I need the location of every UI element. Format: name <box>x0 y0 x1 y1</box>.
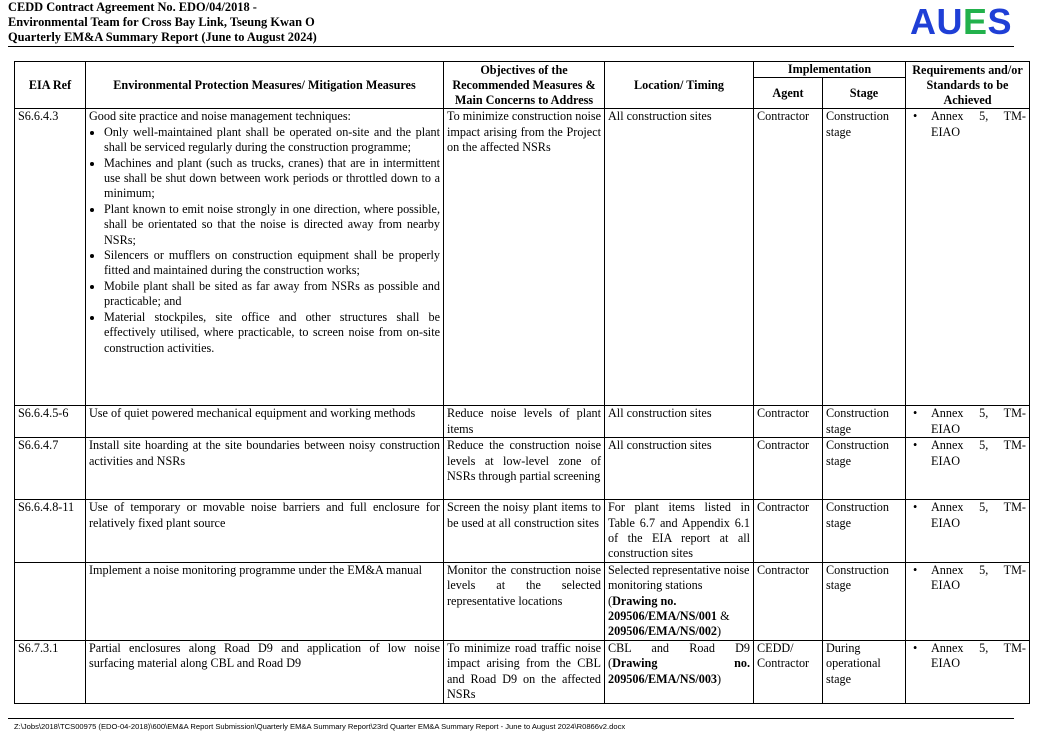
objective-cell: Reduce the construction noise levels at low-level zone of NSRs through partial screening <box>444 438 605 500</box>
mitigation-measures-table <box>14 61 1030 704</box>
footer-file-path: Z:\Jobs\2018\TCS00975 (EDO-04-2018)\600\EM&A Report Submission\Quarterly EM&A Summary Report\23rd Quarter EM&A Summary Report - June to August 2024\R0866v2.docx <box>14 722 626 731</box>
footer-divider <box>8 718 1014 719</box>
agent-cell: Contractor <box>754 500 823 563</box>
agent-cell: Contractor <box>754 562 823 640</box>
list-item: • Plant known to emit noise strongly in one direction, where possible, shall be orientated so that the noise is directed away from nearby NSRs; <box>104 202 440 248</box>
table-row <box>15 500 1030 563</box>
requirement-cell: • Annex 5, TM-EIAO <box>906 438 1030 500</box>
stage-cell: During operational stage <box>823 640 906 703</box>
objective-cell: Monitor the construction noise levels at the selected representative locations <box>444 562 605 640</box>
measure-bullet-list <box>89 125 440 356</box>
table-row <box>15 640 1030 703</box>
table-row <box>15 109 1030 406</box>
header-measures: Environmental Protection Measures/ Mitigation Measures <box>86 62 444 109</box>
header-objectives: Objectives of the Recommended Measures & Main Concerns to Address <box>444 62 605 109</box>
report-title-line: Quarterly EM&A Summary Report (June to August 2024) <box>8 30 317 44</box>
measure-cell: Use of quiet powered mechanical equipment and working methods <box>86 406 444 438</box>
requirement-cell: • Annex 5, TM-EIAO <box>906 109 1030 406</box>
eia-ref-cell: S6.6.4.5-6 <box>15 406 86 438</box>
objective-cell: Reduce noise levels of plant items <box>444 406 605 438</box>
location-cell: For plant items listed in Table 6.7 and Appendix 6.1 of the EIA report at all construction sites <box>605 500 754 563</box>
agent-cell: Contractor <box>754 109 823 406</box>
location-cell: CBL and Road D9 (Drawing no. 209506/EMA/NS/003) <box>605 640 754 703</box>
table-row <box>15 562 1030 640</box>
aues-logo: AUES <box>909 1 1012 42</box>
eia-ref-cell: S6.7.3.1 <box>15 640 86 703</box>
header-stage: Stage <box>823 78 906 109</box>
agent-cell: Contractor <box>754 438 823 500</box>
table-row <box>15 406 1030 438</box>
measure-cell: Partial enclosures along Road D9 and application of low noise surfacing material along CBL and Road D9 <box>86 640 444 703</box>
eia-ref-cell <box>15 562 86 640</box>
location-cell: All construction sites <box>605 406 754 438</box>
list-item: • Silencers or mufflers on construction equipment shall be properly fitted and maintained during the construction works; <box>104 248 440 279</box>
requirement-cell: • Annex 5, TM-EIAO <box>906 562 1030 640</box>
header-requirements: Requirements and/or Standards to be Achieved <box>906 62 1030 109</box>
list-item: • Material stockpiles, site office and other structures shall be effectively utilised, where practicable, to screen noise from on-site construction activities. <box>104 310 440 356</box>
header-divider <box>8 46 1014 47</box>
header-implementation: Implementation <box>754 62 906 78</box>
document-header <box>8 0 317 45</box>
measure-cell: Implement a noise monitoring programme under the EM&A manual <box>86 562 444 640</box>
eia-ref-cell: S6.6.4.7 <box>15 438 86 500</box>
eia-ref-cell: S6.6.4.3 <box>15 109 86 406</box>
list-item: • Machines and plant (such as trucks, cranes) that are in intermittent use shall be shut down between work periods or throttled down to a minimum; <box>104 156 440 202</box>
stage-cell: Construction stage <box>823 500 906 563</box>
eia-ref-cell: S6.6.4.8-11 <box>15 500 86 563</box>
header-agent: Agent <box>754 78 823 109</box>
measure-cell: Use of temporary or movable noise barriers and full enclosure for relatively fixed plant source <box>86 500 444 563</box>
agent-cell: CEDD/ Contractor <box>754 640 823 703</box>
agent-cell: Contractor <box>754 406 823 438</box>
requirement-cell: • Annex 5, TM-EIAO <box>906 406 1030 438</box>
measure-cell: Install site hoarding at the site boundaries between noisy construction activities and NSRs <box>86 438 444 500</box>
requirement-cell: • Annex 5, TM-EIAO <box>906 500 1030 563</box>
objective-cell: To minimize road traffic noise impact arising from the CBL and Road D9 on the affected NSRs <box>444 640 605 703</box>
measure-cell <box>86 109 444 406</box>
list-item: • Mobile plant shall be sited as far away from NSRs as possible and practicable; and <box>104 279 440 310</box>
objective-cell: To minimize construction noise impact arising from the Project on the affected NSRs <box>444 109 605 406</box>
location-cell: All construction sites <box>605 438 754 500</box>
team-line: Environmental Team for Cross Bay Link, Tseung Kwan O <box>8 15 315 29</box>
stage-cell: Construction stage <box>823 109 906 406</box>
requirement-cell: • Annex 5, TM-EIAO <box>906 640 1030 703</box>
header-location: Location/ Timing <box>605 62 754 109</box>
objective-cell: Screen the noisy plant items to be used at all construction sites <box>444 500 605 563</box>
list-item: • Only well-maintained plant shall be operated on-site and the plant shall be serviced regularly during the construction programme; <box>104 125 440 156</box>
stage-cell: Construction stage <box>823 562 906 640</box>
table-row <box>15 438 1030 500</box>
location-cell: Selected representative noise monitoring stations (Drawing no. 209506/EMA/NS/001 & 209506/EMA/NS/002) <box>605 562 754 640</box>
contract-line: CEDD Contract Agreement No. EDO/04/2018 - <box>8 0 257 14</box>
measure-intro: Good site practice and noise management techniques: <box>89 109 351 124</box>
stage-cell: Construction stage <box>823 438 906 500</box>
header-eia-ref: EIA Ref <box>15 62 86 109</box>
location-cell: All construction sites <box>605 109 754 406</box>
stage-cell: Construction stage <box>823 406 906 438</box>
